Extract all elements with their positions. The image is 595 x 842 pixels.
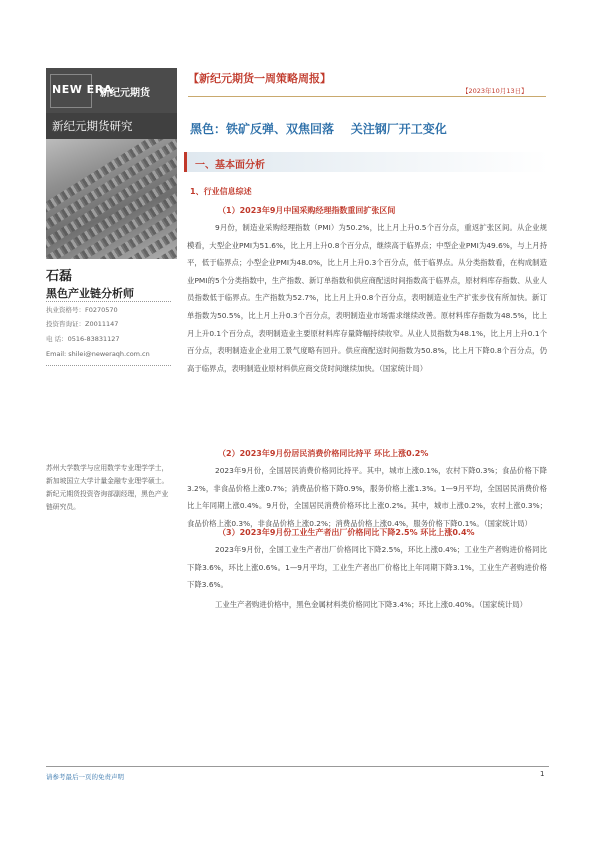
phone-number: 电 话：0516-83831127	[46, 335, 120, 343]
footer-rule	[46, 766, 549, 767]
report-title: 【新纪元期货一周策略周报】	[188, 72, 331, 85]
divider	[46, 365, 171, 366]
paragraph-ppi-detail: 工业生产者购进价格中，黑色金属材料类价格同比下降3.4%；环比上涨0.40%。（国家统计局）	[215, 600, 528, 609]
section-header	[184, 152, 549, 172]
analyst-role: 黑色产业链分析师	[46, 287, 134, 300]
paragraph-cpi: 2023年9月份，全国居民消费价格同比持平。其中，城市上涨0.1%，农村下降0.3%；食品价格下降3.2%，非食品价格上涨0.7%；消费品价格下降0.9%，服务价格上涨1.3%。1—9月平均，全国居民消费价格比上年同期上涨0.4%。9月份，全国居民消费价格环比上涨0.2%。其中，城市上涨0.2%，农村上涨0.3%；食品价格上涨0.3%，非食品价格上涨0.2%；消费品价格上涨0.4%，服务价格下降0.1%。（国家统计局）	[187, 466, 547, 528]
company-logo	[46, 68, 177, 113]
subheading-ppi: （3）2023年9月份工业生产者出厂价格同比下降2.5% 环比上涨0.4%	[218, 528, 475, 537]
analyst-name: 石磊	[46, 269, 73, 284]
subheading-cpi: （2）2023年9月份居民消费价格同比持平 环比上涨0.2%	[218, 449, 429, 458]
report-subtitle: 黑色：铁矿反弹、双焦回落 关注钢厂开工变化	[190, 122, 447, 136]
section-title: 一、基本面分析	[195, 160, 265, 171]
header-rule	[188, 96, 546, 97]
disclaimer-link[interactable]: 请参考最后一页的免责声明	[46, 773, 124, 781]
email-address[interactable]: Email: shilei@neweraqh.com.cn	[46, 350, 150, 358]
license-number: 执业资格号：F0270570	[46, 306, 118, 314]
subheading-pmi: （1）2023年9月中国采购经理指数重回扩张区间	[218, 206, 396, 215]
analyst-bio: 苏州大学数学与应用数学专业理学学士，新加坡国立大学计量金融专业理学硕士。新纪元期货投资咨询部副经理，黑色产业链研究员。	[46, 464, 169, 511]
paragraph-ppi: 2023年9月份，全国工业生产者出厂价格同比下降2.5%，环比上涨0.4%；工业生产者购进价格同比下降3.6%，环比上涨0.6%。1—9月平均，工业生产者出厂价格比上年同期下降3.1%，工业生产者购进价格下降3.6%。	[187, 545, 547, 590]
paragraph-pmi: 9月份，制造业采购经理指数（PMI）为50.2%，比上月上升0.5个百分点，重返扩张区间。从企业规模看，大型企业PMI为51.6%，比上月上升0.8个百分点，继续高于临界点；中型企业PMI为49.6%，与上月持平，低于临界点；小型企业PMI为48.0%，比上月上升0.3个百分点，低于临界点。从分类指数看，在构成制造业PMI的5个分类指数中，生产指数、新订单指数和供应商配送时间指数高于临界点，原材料库存指数、从业人员指数低于临界点。生产指数为52.7%，比上月上升0.8个百分点，表明制造业生产扩张步伐有所加快。新订单指数为50.5%，比上月上升0.3个百分点，表明制造业市场需求继续改善。原材料库存指数为48.5%，比上月上升0.1个百分点，表明制造业主要原材料库存量降幅持续收窄。从业人员指数为48.1%，比上月上升0.1个百分点，表明制造业企业用工景气度略有回升。供应商配送时间指数为50.8%，比上月下降0.8个百分点，仍高于临界点，表明制造业原材料供应商交货时间继续加快。（国家统计局）	[187, 223, 547, 373]
heading-industry-info: 1、行业信息综述	[190, 187, 252, 196]
brand-bar	[46, 113, 177, 139]
divider	[46, 301, 171, 302]
logo-text: NEW ERA	[52, 83, 113, 96]
report-date: 【2023年10月13日】	[462, 87, 528, 95]
consult-number: 投资咨询证：Z0011147	[46, 320, 119, 328]
steel-rebar-photo	[46, 139, 177, 259]
logo-name: 新纪元期货	[100, 88, 150, 99]
page-number: 1	[540, 770, 545, 778]
brand-label: 新纪元期货研究	[52, 119, 133, 133]
